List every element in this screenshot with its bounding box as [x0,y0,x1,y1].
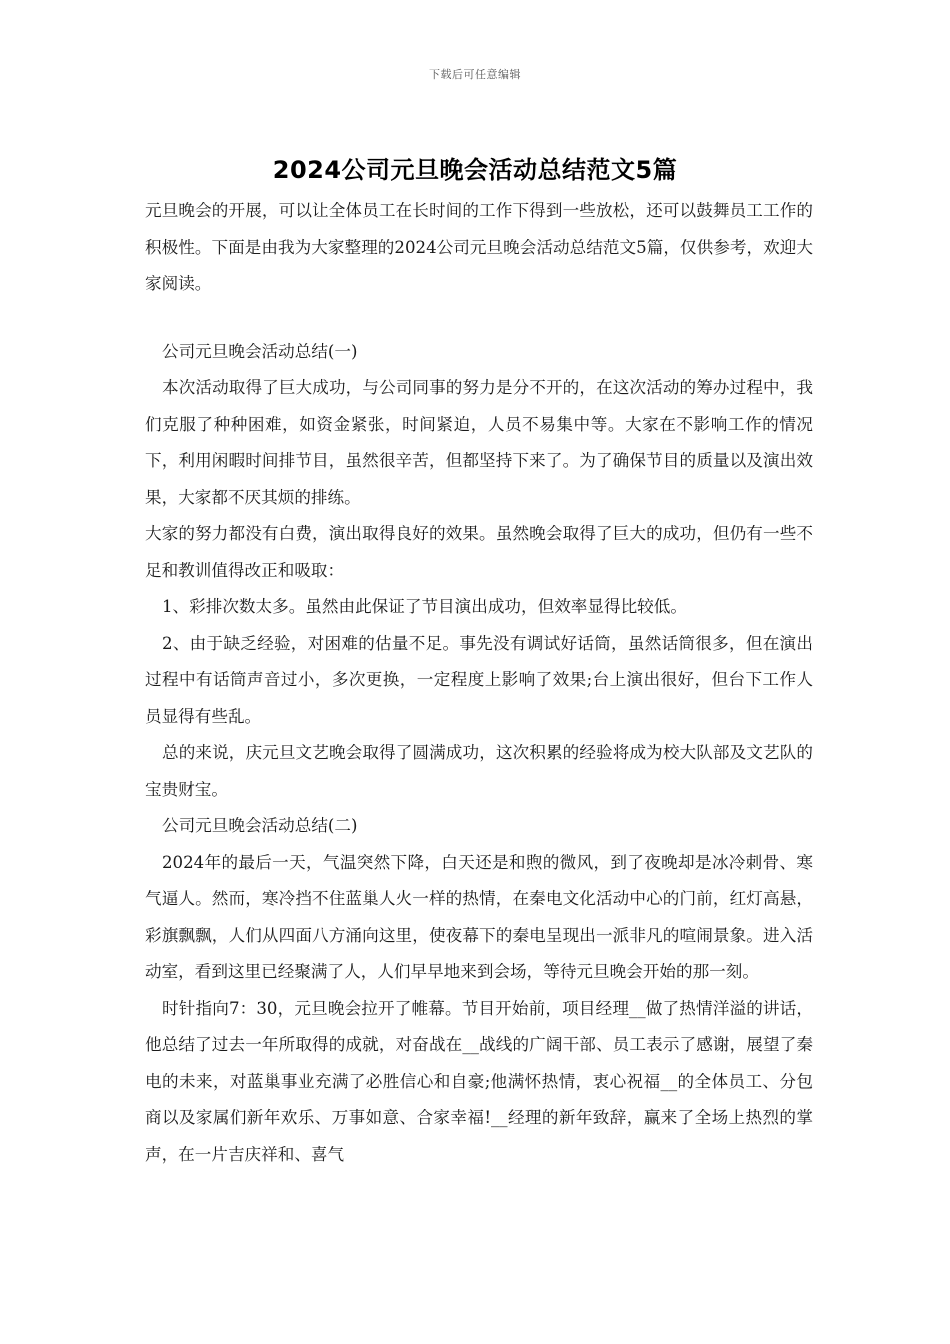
section-heading-1: 公司元旦晚会活动总结(一) [162,341,358,361]
body-paragraph: 时针指向7：30，元旦晚会拉开了帷幕。节目开始前，项目经理__做了热情洋溢的讲话，他总结了过去一年所取得的成就，对奋战在__战线的广阔干部、员工表示了感谢，展望了秦电的未来，对蓝巢事业充满了必胜信心和自豪;他满怀热情，衷心祝福__的全体员工、分包商以及家属们新年欢乐、万事如意、合家幸福!__经理的新年致辞，赢来了全场上热烈的掌声，在一片吉庆祥和、喜气 [145,998,813,1164]
paragraph-spacer [145,303,813,334]
document-title: 2024公司元旦晚会活动总结范文5篇 [272,156,678,184]
body-paragraph: 本次活动取得了巨大成功，与公司同事的努力是分不开的，在这次活动的筹办过程中，我们克服了种种困难，如资金紧张，时间紧迫，人员不易集中等。大家在不影响工作的情况下，利用闲暇时间排节目，虽然很辛苦，但都坚持下来了。为了确保节目的质量以及演出效果，大家都不厌其烦的排练。 [145,378,813,507]
section-heading-2: 公司元旦晚会活动总结(二) [162,816,358,835]
list-item: 1、彩排次数太多。虽然由此保证了节目演出成功，但效率显得比较低。 [162,597,687,616]
document-body [145,193,813,1173]
body-paragraph: 2024年的最后一天，气温突然下降，白天还是和煦的微风，到了夜晚却是冰冷刺骨、寒气逼人。然而，寒冷挡不住蓝巢人火一样的热情，在秦电文化活动中心的门前，红灯高悬，彩旗飘飘，人们从四面八方涌向这里，使夜幕下的秦电呈现出一派非凡的喧闹景象。进入活动室，看到这里已经聚满了人，人们早早地来到会场，等待元旦晚会开始的那一刻。 [145,852,813,981]
header-note: 下载后可任意编辑 [429,68,521,81]
body-paragraph: 总的来说，庆元旦文艺晚会取得了圆满成功，这次积累的经验将成为校大队部及文艺队的宝贵财宝。 [145,743,813,799]
body-paragraph: 大家的努力都没有白费，演出取得良好的效果。虽然晚会取得了巨大的成功，但仍有一些不足和教训值得改正和吸取： [145,524,813,580]
intro-paragraph: 元旦晚会的开展，可以让全体员工在长时间的工作下得到一些放松，还可以鼓舞员工工作的积极性。下面是由我为大家整理的2024公司元旦晚会活动总结范文5篇，仅供参考，欢迎大家阅读。 [145,201,813,293]
list-item: 2、由于缺乏经验，对困难的估量不足。事先没有调试好话筒，虽然话筒很多，但在演出过程中有话筒声音过小，多次更换，一定程度上影响了效果;台上演出很好，但台下工作人员显得有些乱。 [145,633,813,726]
